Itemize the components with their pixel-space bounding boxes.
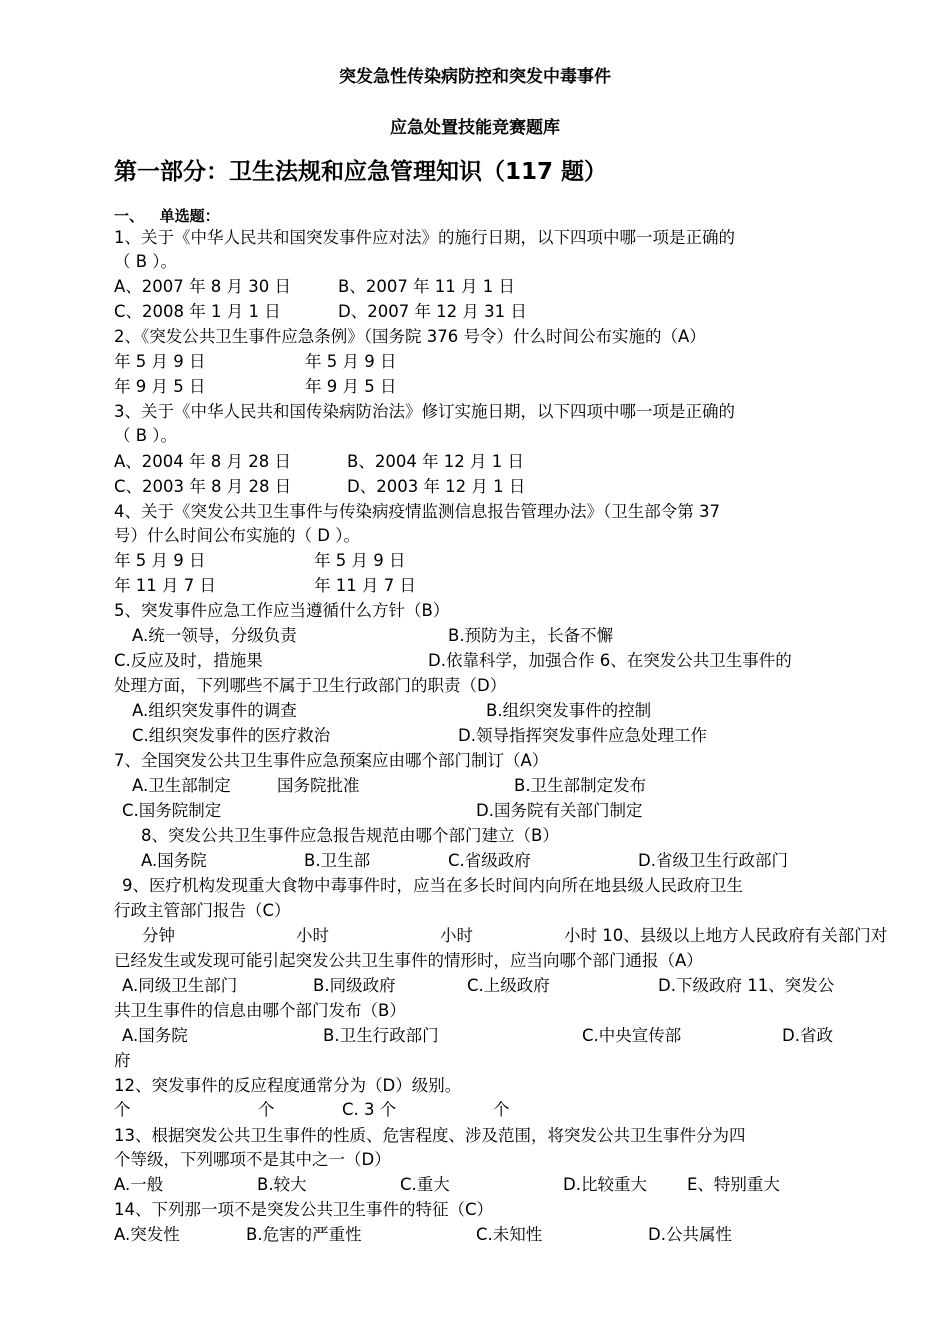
q9-option-4: 小时 10、县级以上地方人民政府有关部门对	[564, 926, 888, 945]
q12-option-4: 个	[493, 1100, 510, 1119]
q2-option-3: 年 9 月 5 日	[114, 377, 206, 396]
q1-stem: 1、关于《中华人民共和国突发事件应对法》的施行日期，以下四项中哪一项是正确的	[114, 228, 735, 247]
q7-option-c: C.国务院制定	[122, 801, 222, 820]
doc-title-line-2: 应急处置技能竞赛题库	[390, 118, 560, 138]
q4-option-4: 年 11 月 7 日	[314, 576, 416, 595]
q7-option-d: D.国务院有关部门制定	[476, 801, 643, 820]
q5-option-b: B.预防为主，长备不懈	[448, 626, 614, 645]
q11-option-d-cont: 府	[114, 1051, 131, 1070]
q1-stem-cont: （ B ）。	[114, 252, 178, 271]
q10-option-a: A.同级卫生部门	[122, 976, 238, 995]
q6-option-c: C.组织突发事件的医疗救治	[132, 726, 331, 745]
q8-option-a: A.国务院	[141, 851, 207, 870]
q8-option-c: C.省级政府	[448, 851, 531, 870]
q6-option-d: D.领导指挥突发事件应急处理工作	[458, 726, 707, 745]
q13-option-e: E、特别重大	[687, 1175, 780, 1194]
q11-option-d: D.省政	[782, 1026, 833, 1045]
q4-stem-cont: 号）什么时间公布实施的（ D ）。	[114, 526, 360, 545]
q4-option-3: 年 11 月 7 日	[114, 576, 216, 595]
q2-option-4: 年 9 月 5 日	[305, 377, 397, 396]
q14-option-c: C.未知性	[476, 1225, 543, 1244]
q3-stem: 3、关于《中华人民共和国传染病防治法》修订实施日期，以下四项中哪一项是正确的	[114, 402, 735, 421]
q8-option-d: D.省级卫生行政部门	[638, 851, 788, 870]
q14-option-b: B.危害的严重性	[246, 1225, 362, 1244]
q12-option-3: C. 3 个	[342, 1100, 397, 1119]
q11-option-c: C.中央宣传部	[582, 1026, 682, 1045]
q6-stem: 处理方面，下列哪些不属于卫生行政部门的职责（D）	[114, 676, 507, 695]
q13-option-b: B.较大	[257, 1175, 307, 1194]
q12-option-2: 个	[258, 1100, 275, 1119]
q3-option-d: D、2003 年 12 月 1 日	[347, 477, 526, 496]
q9-stem-cont: 行政主管部门报告（C）	[114, 901, 291, 920]
q13-stem-cont: 个等级，下列哪项不是其中之一（D）	[114, 1150, 391, 1169]
part-heading: 第一部分：卫生法规和应急管理知识（117 题）	[114, 159, 608, 185]
q7-stem: 7、全国突发公共卫生事件应急预案应由哪个部门制订（A）	[114, 751, 549, 770]
q3-option-a: A、2004 年 8 月 28 日	[114, 452, 291, 471]
q12-option-1: 个	[114, 1100, 131, 1119]
section-heading: 一、 单选题：	[114, 207, 220, 225]
q1-option-b: B、2007 年 11 月 1 日	[338, 277, 516, 296]
q5-stem: 5、突发事件应急工作应当遵循什么方针（B）	[114, 601, 450, 620]
q11-stem: 共卫生事件的信息由哪个部门发布（B）	[114, 1001, 406, 1020]
q10-option-c: C.上级政府	[467, 976, 550, 995]
q4-option-2: 年 5 月 9 日	[314, 551, 406, 570]
q9-option-1: 分钟	[142, 926, 175, 945]
q14-option-d: D.公共属性	[648, 1225, 732, 1244]
q12-stem: 12、突发事件的反应程度通常分为（D）级别。	[114, 1076, 462, 1095]
q3-option-b: B、2004 年 12 月 1 日	[347, 452, 525, 471]
q6-option-b: B.组织突发事件的控制	[486, 701, 652, 720]
q4-option-1: 年 5 月 9 日	[114, 551, 206, 570]
q9-stem: 9、医疗机构发现重大食物中毒事件时，应当在多长时间内向所在地县级人民政府卫生	[122, 876, 743, 895]
q5-option-a: A.统一领导，分级负责	[132, 626, 297, 645]
q3-stem-cont: （ B ）。	[114, 426, 178, 445]
q1-option-d: D、2007 年 12 月 31 日	[338, 302, 527, 321]
q10-option-d: D.下级政府 11、突发公	[658, 976, 835, 995]
q9-option-3: 小时	[440, 926, 473, 945]
q14-option-a: A.突发性	[114, 1225, 180, 1244]
q10-stem: 已经发生或发现可能引起突发公共卫生事件的情形时，应当向哪个部门通报（A）	[114, 951, 703, 970]
q7-option-b: B.卫生部制定发布	[514, 776, 647, 795]
q4-stem: 4、关于《突发公共卫生事件与传染病疫情监测信息报告管理办法》（卫生部令第 37	[114, 502, 720, 521]
q8-stem: 8、突发公共卫生事件应急报告规范由哪个部门建立（B）	[141, 826, 559, 845]
doc-title-line-1: 突发急性传染病防控和突发中毒事件	[339, 67, 611, 87]
q11-option-a: A.国务院	[122, 1026, 188, 1045]
q7-option-a: A.卫生部制定	[132, 776, 231, 795]
q8-option-b: B.卫生部	[304, 851, 371, 870]
q14-stem: 14、下列那一项不是突发公共卫生事件的特征（C）	[114, 1200, 494, 1219]
q2-option-2: 年 5 月 9 日	[305, 352, 397, 371]
q3-option-c: C、2003 年 8 月 28 日	[114, 477, 292, 496]
q5-option-d: D.依靠科学，加强合作 6、在突发公共卫生事件的	[428, 651, 792, 670]
q13-option-d: D.比较重大	[563, 1175, 647, 1194]
q5-option-c: C.反应及时，措施果	[114, 651, 263, 670]
q1-option-a: A、2007 年 8 月 30 日	[114, 277, 291, 296]
q13-option-a: A.一般	[114, 1175, 164, 1194]
q11-option-b: B.卫生行政部门	[323, 1026, 439, 1045]
q10-option-b: B.同级政府	[313, 976, 396, 995]
q13-stem: 13、根据突发公共卫生事件的性质、危害程度、涉及范围，将突发公共卫生事件分为四	[114, 1126, 746, 1145]
q7-option-a-cont: 国务院批准	[277, 776, 360, 795]
q1-option-c: C、2008 年 1 月 1 日	[114, 302, 281, 321]
q6-option-a: A.组织突发事件的调查	[132, 701, 297, 720]
q2-stem: 2、《突发公共卫生事件应急条例》（国务院 376 号令）什么时间公布实施的（A）	[114, 327, 706, 346]
q2-option-1: 年 5 月 9 日	[114, 352, 206, 371]
q13-option-c: C.重大	[400, 1175, 450, 1194]
q9-option-2: 小时	[296, 926, 329, 945]
